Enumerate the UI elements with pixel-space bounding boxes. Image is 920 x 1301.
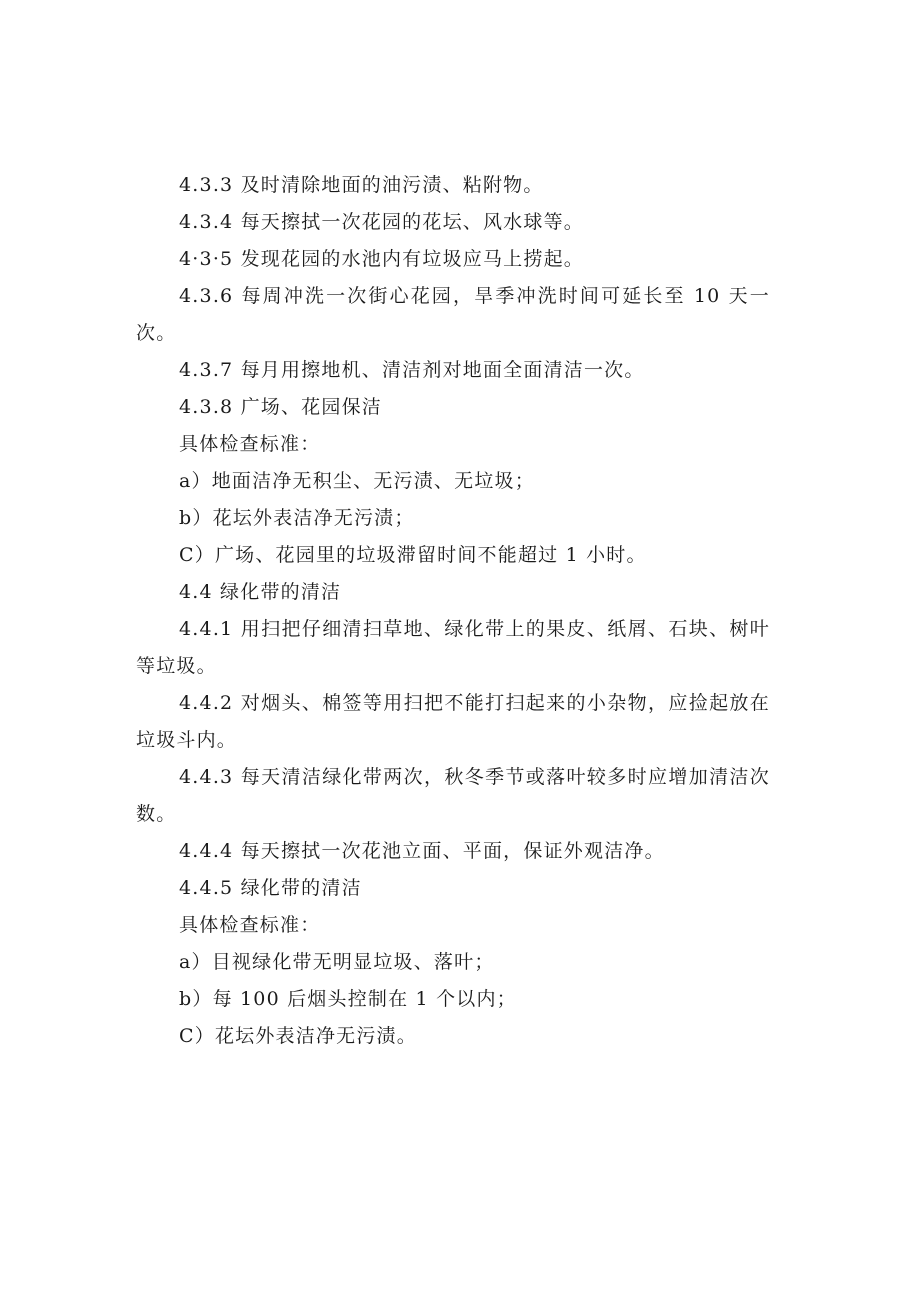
heading-4-4-5: 4.4.5 绿化带的清洁	[179, 877, 362, 899]
inspection-standard-label: 具体检查标准：	[179, 914, 321, 936]
list-item-b: b）花坛外表洁净无污渍；	[179, 507, 415, 529]
list-item-a: a）目视绿化带无明显垃圾、落叶；	[179, 951, 495, 973]
list-item-a: a）地面洁净无积尘、无污渍、无垃圾；	[179, 470, 535, 492]
paragraph-4-4-4: 4.4.4 每天擦拭一次花池立面、平面，保证外观洁净。	[179, 840, 665, 862]
inspection-standard-label: 具体检查标准：	[179, 433, 321, 455]
paragraph-4-3-6: 4.3.6 每周冲洗一次街心花园，旱季冲洗时间可延长至 10 天一次。	[136, 285, 770, 344]
heading-4-4: 4.4 绿化带的清洁	[179, 581, 342, 603]
paragraph-4-3-7: 4.3.7 每月用擦地机、清洁剂对地面全面清洁一次。	[179, 359, 645, 381]
list-item-b: b）每 100 后烟头控制在 1 个以内；	[179, 988, 517, 1010]
paragraph-4-3-4: 4.3.4 每天擦拭一次花园的花坛、风水球等。	[179, 211, 584, 233]
list-item-c: C）花坛外表洁净无污渍。	[179, 1025, 417, 1047]
paragraph-4-4-3: 4.4.3 每天清洁绿化带两次，秋冬季节或落叶较多时应增加清洁次数。	[136, 766, 770, 825]
paragraph-4-4-2: 4.4.2 对烟头、棉签等用扫把不能打扫起来的小杂物，应捡起放在垃圾斗内。	[136, 692, 770, 751]
list-item-c: C）广场、花园里的垃圾滞留时间不能超过 1 小时。	[179, 544, 647, 566]
document-body	[136, 167, 770, 1055]
paragraph-4-3-5: 4·3·5 发现花园的水池内有垃圾应马上捞起。	[179, 248, 584, 270]
paragraph-4-4-1: 4.4.1 用扫把仔细清扫草地、绿化带上的果皮、纸屑、石块、树叶等垃圾。	[136, 618, 770, 677]
heading-4-3-8: 4.3.8 广场、花园保洁	[179, 396, 382, 418]
paragraph-4-3-3: 4.3.3 及时清除地面的油污渍、粘附物。	[179, 174, 544, 196]
